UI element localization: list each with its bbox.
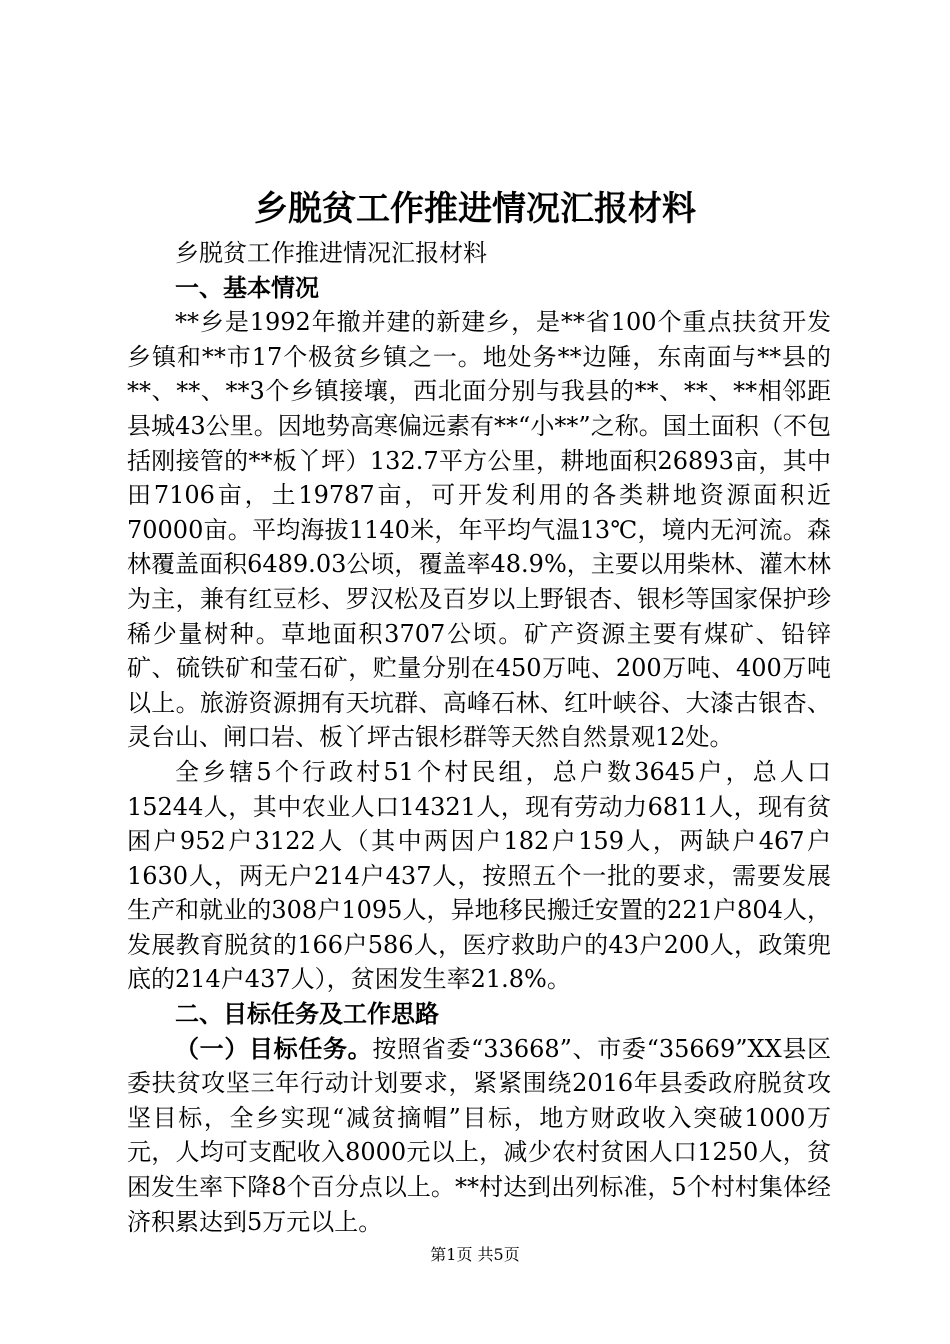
paragraph-population: 全乡辖5个行政村51个村民组，总户数3645户，总人口15244人，其中农业人口14321人，现有劳动力6811人，现有贫困户952户3122人（其中两因户182户159人，两缺户467户1630人，两无户214户437人，按照五个一批的要求，需要发展生产和就业的308户1095人，异地移民搬迁安置的221户804人，发展教育脱贫的166户586人，医疗救助户的43户200人，政策兜底的214户437人），贫困发生率21.8%。 xyxy=(127,757,831,994)
document-title: 乡脱贫工作推进情况汇报材料 xyxy=(254,189,696,229)
section-heading-basic-info: 一、基本情况 xyxy=(175,273,319,302)
paragraph-goals-body: 按照省委“33668”、市委“35669”XX县区委扶贫攻坚三年行动计划要求，紧紧围绕2016年县委政府脱贫攻坚目标，全乡实现“减贫摘帽”目标，地方财政收入突破1000万元，人均可支配收入8000元以上，减少农村贫困人口1250人，贫困发生率下降8个百分点以上。**村达到出列标准，5个村村集体经济积累达到5万元以上。 xyxy=(127,1034,831,1236)
paragraph-basic-info: **乡是1992年撤并建的新建乡，是**省100个重点扶贫开发乡镇和**市17个极贫乡镇之一。地处务**边陲，东南面与**县的**、**、**3个乡镇接壤，西北面分别与我县的**、**、**相邻距县城43公里。因地势高寒偏远素有**“小**”之称。国土面积（不包括刚接管的**板丫坪）132.7平方公里，耕地面积26893亩，其中田7106亩，土19787亩，可开发利用的各类耕地资源面积近70000亩。平均海拔1140米，年平均气温13℃，境内无河流。森林覆盖面积6489.03公顷，覆盖率48.9%，主要以用柴林、灌木林为主，兼有红豆杉、罗汉松及百岁以上野银杏、银杉等国家保护珍稀少量树种。草地面积3707公顷。矿产资源主要有煤矿、铅锌矿、硫铁矿和莹石矿，贮量分别在450万吨、200万吨、400万吨以上。旅游资源拥有天坑群、高峰石林、红叶峡谷、大漆古银杏、灵台山、闸口岩、板丫坪古银杉群等天然自然景观12处。 xyxy=(127,308,831,752)
paragraph-goals-lead: （一）目标任务。 xyxy=(175,1034,373,1063)
paragraph-goals xyxy=(127,1032,831,1240)
section-heading-goals: 二、目标任务及工作思路 xyxy=(175,1000,439,1029)
page-number-footer: 第1页 共5页 xyxy=(430,1245,520,1264)
document-subtitle: 乡脱贫工作推进情况汇报材料 xyxy=(175,239,487,267)
document-body xyxy=(127,236,831,1239)
